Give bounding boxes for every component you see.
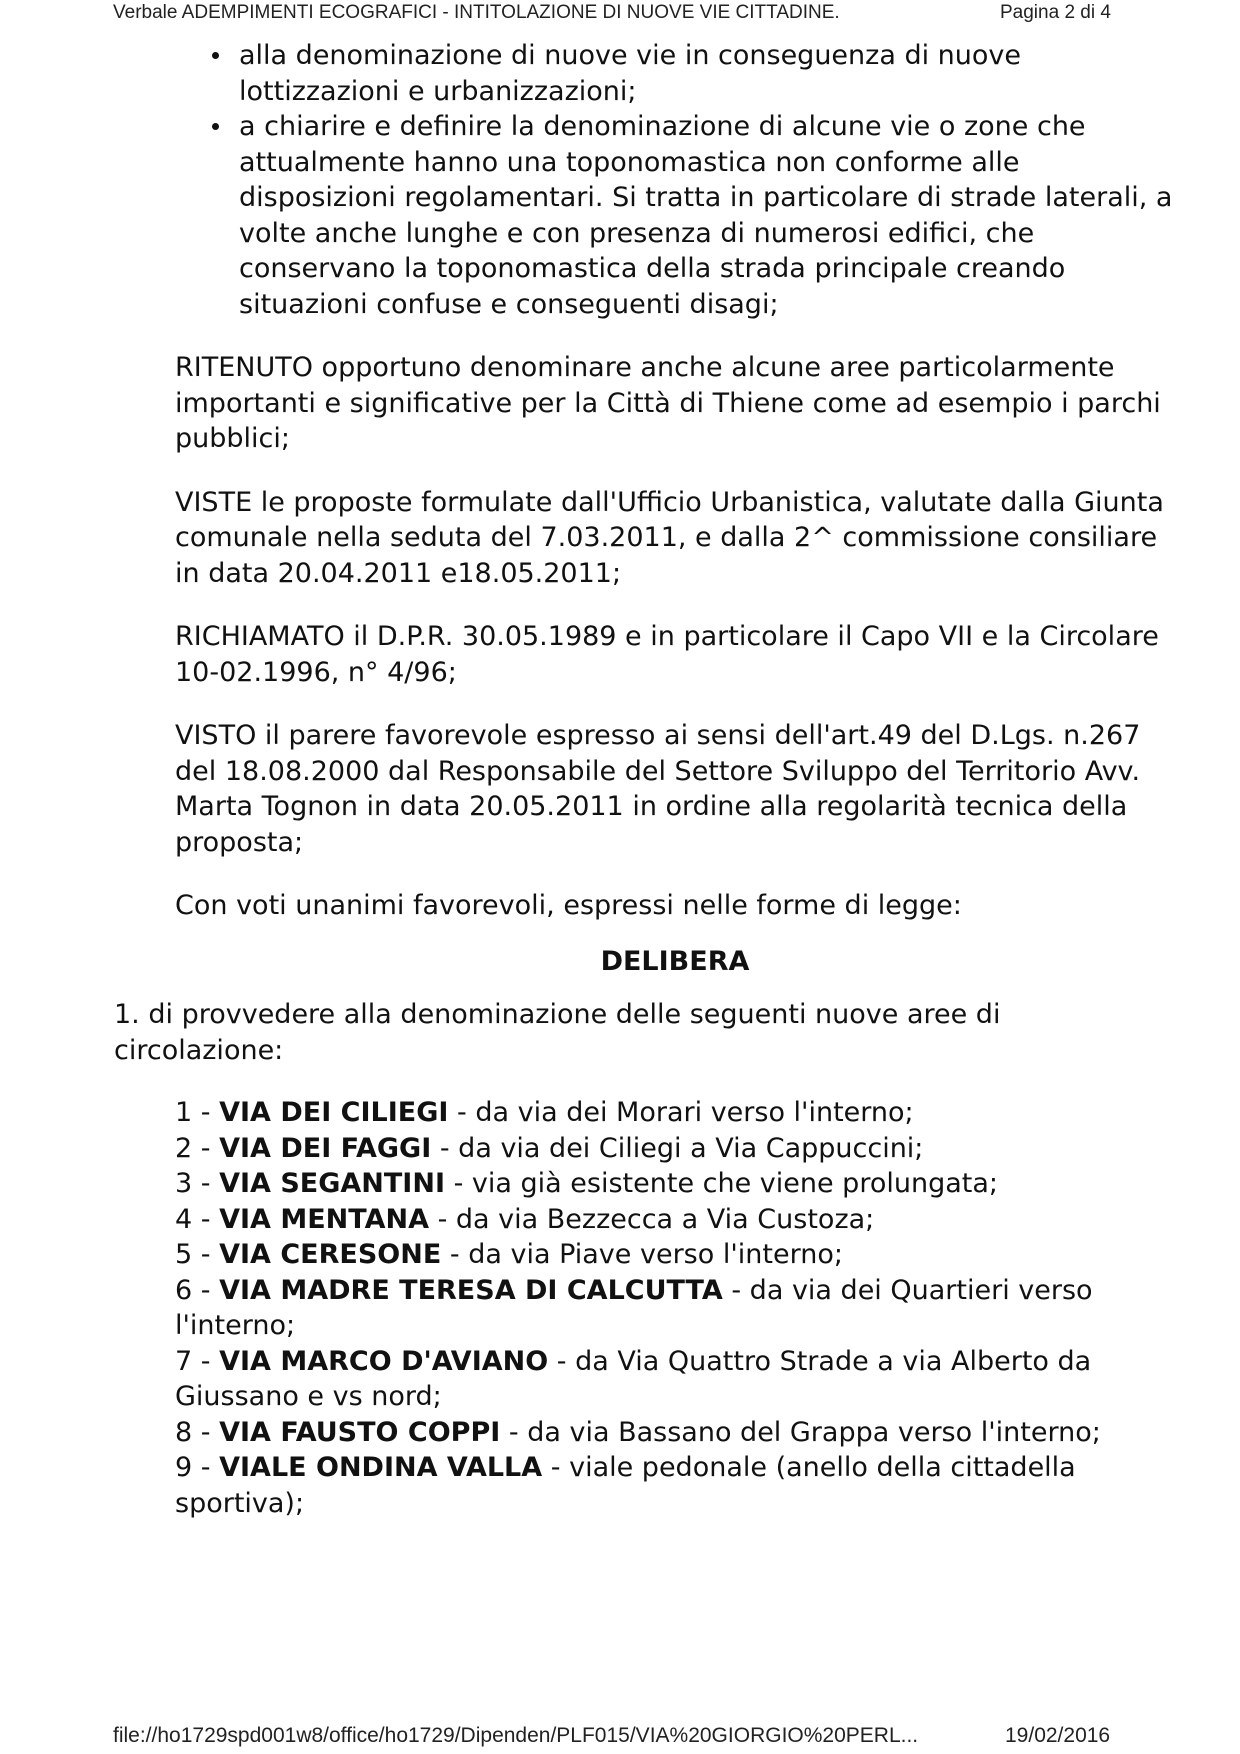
street-description: - da via dei Ciliegi a Via Cappuccini; [439, 1132, 924, 1164]
paragraph-viste: VISTE le proposte formulate dall'Ufficio Urbanistica, valutate dalla Giunta comunale nella seduta del 7.03.2011, e dalla 2^ commissione consiliare in data 20.04.2011 e18.05.2011; [175, 486, 1164, 589]
street-item [175, 1344, 1175, 1415]
bullet-list [175, 38, 1175, 322]
street-description: - da via Bezzecca a Via Custoza; [437, 1203, 875, 1235]
street-description: - da via Bassano del Grappa verso l'interno; [508, 1416, 1101, 1448]
street-number: 1 - [175, 1097, 211, 1128]
street-description: - da Via Quattro Strade a via Alberto da Giussano e vs nord; [175, 1345, 1092, 1412]
street-name: VIA DEI FAGGI [219, 1132, 432, 1164]
street-name: VIA SEGANTINI [219, 1168, 445, 1199]
street-number: 2 - [175, 1132, 211, 1164]
street-number: 3 - [175, 1168, 211, 1199]
street-name: VIA FAUSTO COPPI [219, 1416, 501, 1448]
street-description: - viale pedonale (anello della cittadella sportiva); [175, 1452, 1076, 1519]
street-description: - da via Piave verso l'interno; [449, 1239, 843, 1270]
street-number: 7 - [175, 1345, 211, 1377]
street-name: VIA MADRE TERESA DI CALCUTTA [219, 1274, 723, 1306]
document-body [114, 38, 1175, 1521]
street-item [175, 1273, 1175, 1344]
street-name: VIALE ONDINA VALLA [219, 1452, 543, 1483]
street-item [175, 1237, 1175, 1273]
paragraph-ritenuto: RITENUTO opportuno denominare anche alcune aree particolarmente importanti e significative per la Città di Thiene come ad esempio i parchi pubblici; [175, 352, 1161, 454]
street-number: 9 - [175, 1452, 211, 1483]
street-name: VIA CERESONE [219, 1239, 442, 1270]
delibera-heading: DELIBERA [600, 945, 750, 977]
street-item [175, 1095, 1175, 1131]
paragraph-visto: VISTO il parere favorevole espresso ai sensi dell'art.49 del D.Lgs. n.267 del 18.08.2000 dal Responsabile del Settore Sviluppo del Territorio Avv. Marta Tognon in data 20.05.2011 in ordine alla regolarità tecnica della proposta; [175, 720, 1141, 858]
street-item [175, 1166, 1175, 1202]
bullet-item: a chiarire e definire la denominazione di alcune vie o zone che attualmente hanno una toponomastica non conforme alle disposizioni regolamentari. Si tratta in particolare di strade laterali, a volte anche lunghe e con presenza di numerosi edifici, che conservano la toponomastica della strada principale creando situazioni confuse e conseguenti disagi; [239, 109, 1175, 322]
footer-date: 19/02/2016 [1005, 1724, 1111, 1747]
street-item [175, 1450, 1175, 1521]
paragraph-richiamato: RICHIAMATO il D.P.R. 30.05.1989 e in particolare il Capo VII e la Circolare 10-02.1996, n° 4/96; [175, 621, 1159, 688]
street-item [175, 1415, 1175, 1451]
paragraph-voti: Con voti unanimi favorevoli, espressi nelle forme di legge: [175, 890, 962, 921]
street-number: 8 - [175, 1416, 211, 1448]
street-number: 5 - [175, 1239, 211, 1270]
street-item [175, 1202, 1175, 1238]
street-name: VIA MENTANA [219, 1203, 429, 1235]
street-number: 4 - [175, 1203, 211, 1235]
street-description: - da via dei Morari verso l'interno; [457, 1097, 914, 1128]
street-description: - da via dei Quartieri verso l'interno; [175, 1274, 1093, 1341]
page-number: Pagina 2 di 4 [1000, 2, 1111, 23]
street-description: - via già esistente che viene prolungata; [453, 1168, 998, 1199]
street-name: VIA DEI CILIEGI [219, 1097, 449, 1128]
bullet-item: alla denominazione di nuove vie in conseguenza di nuove lottizzazioni e urbanizzazioni; [239, 38, 1175, 109]
street-item [175, 1131, 1175, 1167]
street-number: 6 - [175, 1274, 211, 1306]
header-title: Verbale ADEMPIMENTI ECOGRAFICI - INTITOLAZIONE DI NUOVE VIE CITTADINE. [113, 2, 840, 23]
street-list [175, 1095, 1175, 1521]
point-1: 1. di provvedere alla denominazione delle seguenti nuove aree di circolazione: [114, 999, 1001, 1066]
footer-file-path: file://ho1729spd001w8/office/ho1729/Dipenden/PLF015/VIA%20GIORGIO%20PERL... [113, 1724, 919, 1747]
street-name: VIA MARCO D'AVIANO [219, 1345, 549, 1377]
